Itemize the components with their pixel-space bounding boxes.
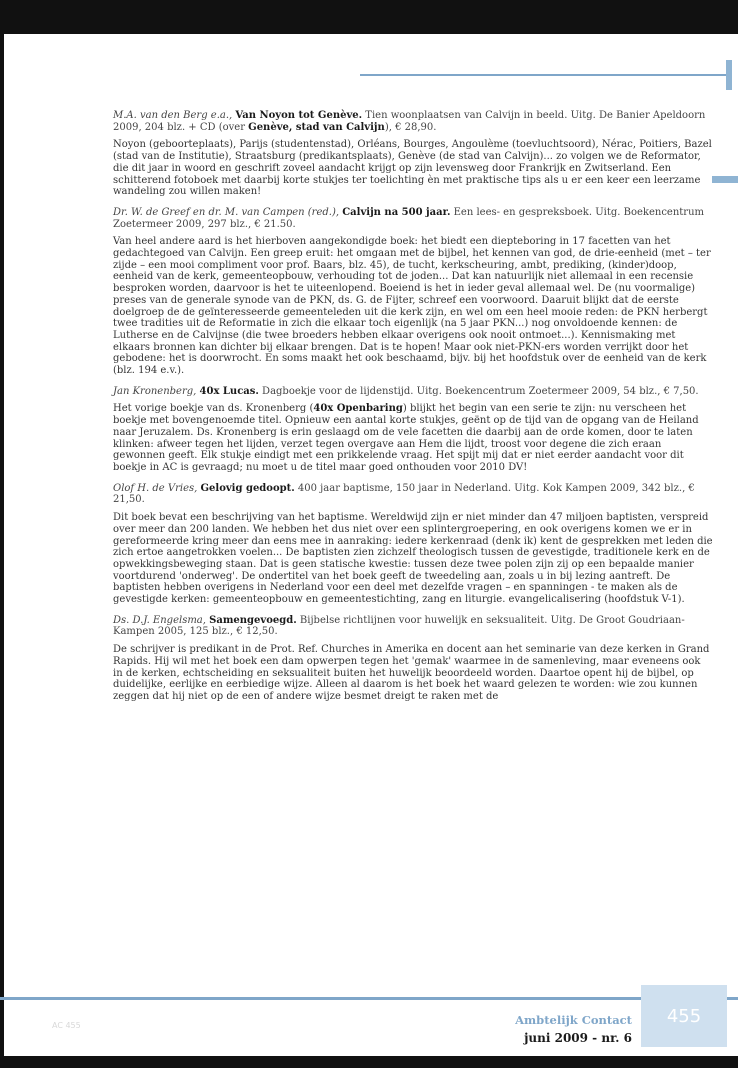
book-title: Van Noyon tot Genève. [235, 110, 363, 121]
book-title: Calvijn na 500 jaar. [342, 206, 451, 218]
review-text: Noyon (geboorteplaats), Parijs (studentenstad), Orléans, Bourges, Angoulème (toevluchtsoord), Nérac, Poitiers, Bazel (stad van de Institutie), Straatsburg (predikantsplaats), Genève (de stad van Calvijn)... zo volgen we de Reformator, die dit jaar in woord en geschrift zoveel aandacht krijgt op zijn levensweg door Frankrijk en Zwitserland. Een schitterend fotoboek met daarbij korte stukjes ter toelichting èn met praktische tips als u er een keer een leerzame wandeling zou willen maken! [113, 139, 712, 198]
book-details-end: ), € 28,90. [384, 121, 437, 133]
book-details-bold: Genève, stad van Calvijn [248, 121, 385, 133]
review-text-rest: ) blijkt het begin van een serie te zijn: nu verscheen het boekje met bovengenoemde titel. Opnieuw een aantal korte stukjes, geënt op de tijd van de opgang van de Heiland naar Jeruzalem. Ds. Kronenberg is erin geslaagd om de vele facetten die daarbij aan de orde komen, door te laten klinken: afweer tegen het lijden, verzet tegen overgave aan Hem die lijdt, troost voor degene die zich eraan gewonnen geeft. Elk stukje eindigt met een prikkelende vraag. Het spijt mij dat er niet eerder aandacht voor dit boekje in AC is gevraagd; nu moet u de titel maar goed onthouden voor 2010 DV! [113, 403, 699, 473]
journal-name: Ambtelijk Contact [515, 1013, 632, 1027]
journal-footer [515, 1013, 632, 1045]
page-number: 455 [641, 985, 727, 1047]
book-author: M.A. van den Berg e.a., [113, 110, 233, 121]
header-rule [360, 74, 726, 76]
book-reference [113, 110, 713, 133]
review-text-start: Het vorige boekje van ds. Kronenberg ( [113, 403, 314, 415]
review-text: Van heel andere aard is het hierboven aangekondigde boek: het biedt een diepteboring in 17 facetten van het gedachtegoed van Calvijn. Een greep eruit: het omgaan met de bijbel, het kennen van god, de drie-eenheid (met – ter zijde – een mooi compliment voor prof. Baars, blz. 45), de tucht, kerkscheuring, ambt, prediking, (kinder)doop, eenheid van de kerk, gemeenteopbouw, verhouding tot de joden... Dat kan natuurlijk niet allemaal in een recensie besproken worden, daarvoor is het te uiteenlopend. Boeiend is het in ieder geval allemaal wel. De (nu voormalige) preses van de generale synode van de PKN, ds. G. de Fijter, schreef een voorwoord. Daaruit blijkt dat de eerste doelgroep de de geïnteresseerde gemeenteleden uit die kerk zijn, en wel om een heel mooie reden: de PKN herbergt twee tradities uit de Reformatie in zich die elkaar toch eigenlijk (na 5 jaar PKN...) nog onvoldoende kennen: de Lutherse en de Calvijnse (die twee broeders hebben elkaar overigens ook nooit ontmoet...). Kennismaking met elkaars bronnen kan dichter bij elkaar brengen. Dat is te hopen! Maar ook niet-PKN-ers worden verrijkt door het gebodene: het is doorwrocht. En soms maakt het ook beschaamd, bijv. bij het hoofdstuk over de eenheid van de kerk (blz. 194 e.v.). [113, 236, 711, 377]
scan-left-border [0, 0, 4, 1068]
book-review [113, 615, 713, 703]
book-review [113, 110, 713, 198]
book-details: Bijbelse richtlijnen voor huwelijk en seksualiteit. Uitg. De Groot Goudriaan-Kampen 2005, 125 blz., € 12,50. [113, 614, 685, 638]
scan-top-border [0, 0, 738, 34]
book-title: Gelovig gedoopt. [200, 482, 295, 494]
book-author: Dr. W. de Greef en dr. M. van Campen (red.), [113, 206, 340, 218]
book-details: 400 jaar baptisme, 150 jaar in Nederland. Uitg. Kok Kampen 2009, 342 blz., € 21,50. [113, 482, 695, 506]
review-text: De schrijver is predikant in de Prot. Ref. Churches in Amerika en docent aan het seminarie van deze kerken in Grand Rapids. Hij wil met het boek een dam opwerpen tegen het 'gemak' waarmee in de samenleving, maar eveneens ook in de kerken, echtscheiding en seksualiteit buiten het huwelijk beoordeeld worden. Daartoe opent hij de bijbel, op duidelijke, eerlijke en eerbiedige wijze. Alleen al daarom is het boek het waard gelezen te worden: wie zou kunnen zeggen dat hij niet op de een of andere wijze besmet dreigt te raken met de [113, 644, 710, 702]
referenced-title: 40x Openbaring [313, 403, 403, 415]
book-title: Samengevoegd. [209, 614, 297, 626]
footer-small-text: AC 455 [52, 1021, 81, 1030]
book-details: Dagboekje voor de lijdenstijd. Uitg. Boekencentrum Zoetermeer 2009, 54 blz., € 7,50. [258, 385, 699, 397]
book-author: Olof H. de Vries, [113, 482, 198, 494]
header-accent [726, 60, 732, 90]
side-tab-marker [712, 176, 738, 183]
book-review [113, 483, 713, 606]
scan-bottom-border [0, 1056, 738, 1068]
book-reference [113, 483, 713, 506]
book-reference [113, 386, 713, 398]
book-author: Ds. D.J. Engelsma, [113, 614, 206, 626]
book-review [113, 207, 713, 377]
book-details: Tien woonplaatsen van Calvijn in beeld. Uitg. De Banier Apeldoorn 2009, 204 blz. + CD (over [113, 110, 706, 133]
book-reference [113, 207, 713, 230]
book-details: Een lees- en gespreksboek. Uitg. Boekencentrum Zoetermeer 2009, 297 blz., € 21.50. [113, 206, 705, 230]
footer-rule [0, 997, 738, 1000]
journal-issue: juni 2009 - nr. 6 [524, 1031, 632, 1045]
book-reference [113, 615, 713, 638]
book-title: 40x Lucas. [199, 385, 259, 397]
book-author: Jan Kronenberg, [113, 385, 197, 397]
book-review [113, 386, 713, 474]
review-text: Dit boek bevat een beschrijving van het baptisme. Wereldwijd zijn er niet minder dan 47 miljoen baptisten, verspreid over meer dan 200 landen. We hebben het dus niet over een splintergroepering, en ook overigens komen we er in gereformeerde kring meer dan eens mee in aanraking: iedere kerkenraad (denk ik) kent de gesprekken met leden die zich ertoe aangetrokken voelen... De baptisten zien zichzelf theologisch tussen de gevestigde, traditionele kerk en de opwekkingsbeweging staan. Dat is geen statische kwestie: tussen deze twee polen zijn zij op een bepaalde manier voortdurend 'onderweg'. De ondertitel van het boek geeft de tweedeling aan, zoals u in bij lezing aantreft. De baptisten hebben overigens in Nederland voor een deel met dezelfde vragen – en spanningen - te maken als de gevestigde kerken: gemeenteopbouw en gemeentestichting, zang en liturgie. evangelicalisering (hoofdstuk V-1). [113, 512, 713, 606]
review-column [113, 110, 713, 712]
review-text [113, 403, 713, 473]
